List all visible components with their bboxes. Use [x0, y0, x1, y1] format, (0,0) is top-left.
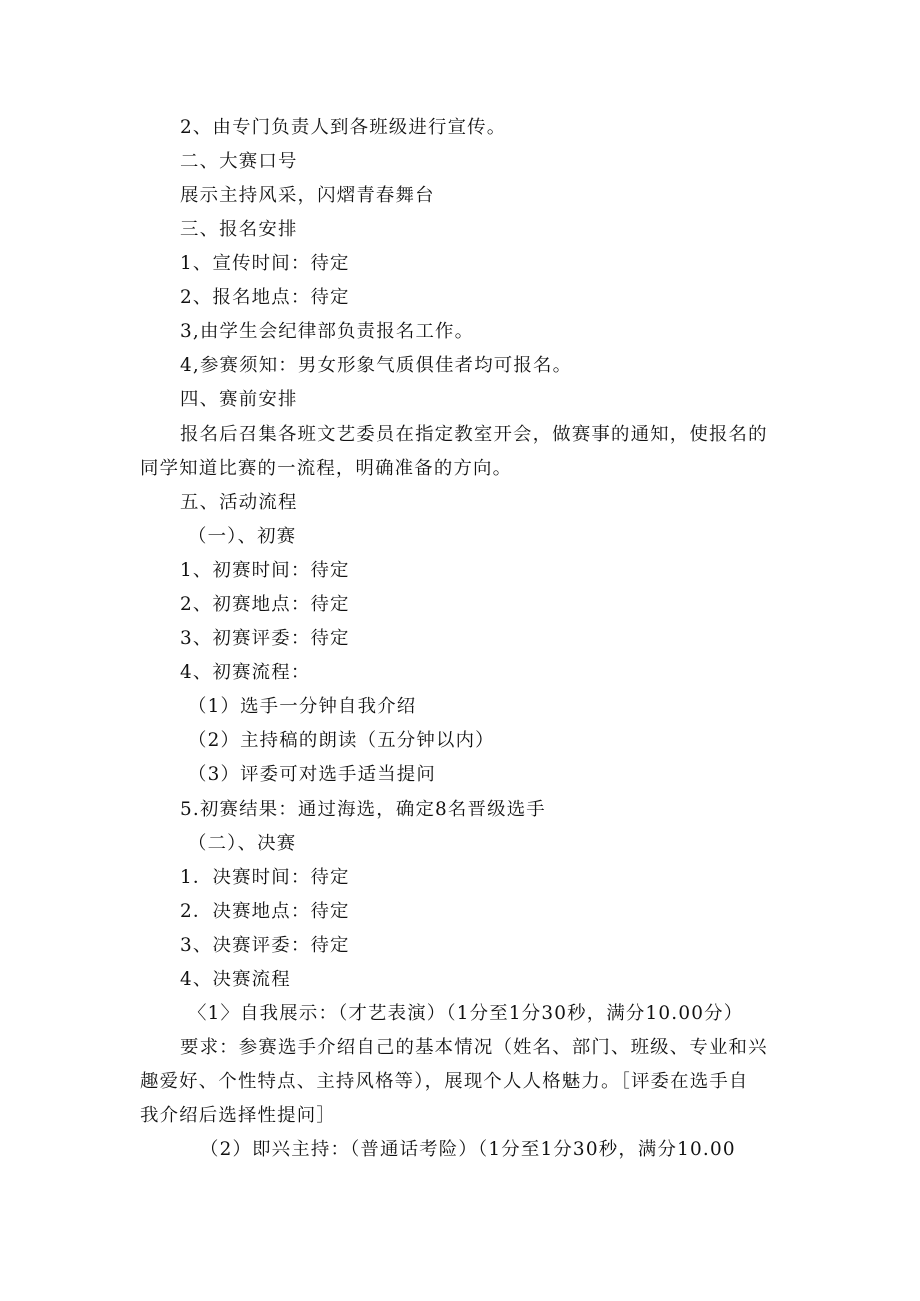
text-line: 4、初赛流程：: [180, 662, 311, 683]
list-item: （2）即兴主持：（普通话考险）（1分至1分30秒，满分10.00: [200, 1139, 736, 1160]
paragraph-line: 同学知道比赛的一流程，明确准备的方向。: [140, 458, 513, 479]
list-item: 〈1〉自我展示：（才艺表演）（1分至1分30秒，满分10.00分）: [188, 1003, 744, 1024]
subsection-heading: （一）、初赛: [188, 526, 297, 547]
section-heading: 四、赛前安排: [180, 389, 298, 410]
text-line: 2．决赛地点：待定: [180, 901, 350, 922]
list-item: （1）选手一分钟自我介绍: [188, 696, 417, 717]
section-heading: 五、活动流程: [180, 492, 298, 513]
text-line: 1．决赛时间：待定: [180, 867, 350, 888]
paragraph-line: 我介绍后选择性提问］: [140, 1105, 336, 1126]
text-line: 2、报名地点：待定: [180, 287, 350, 308]
list-item: （3）评委可对选手适当提问: [188, 764, 436, 785]
section-heading: 二、大赛口号: [180, 151, 298, 172]
text-line: 2、初赛地点：待定: [180, 594, 350, 615]
text-line: 2、由专门负责人到各班级进行宣传。: [180, 117, 507, 138]
subsection-heading: （二）、决赛: [188, 833, 297, 854]
text-line: 3,由学生会纪律部负责报名工作。: [180, 321, 475, 342]
list-item: （2）主持稿的朗读（五分钟以内）: [188, 730, 495, 751]
text-line: 1、宣传时间：待定: [180, 253, 350, 274]
paragraph-line: 趣爱好、个性特点、主持风格等），展现个人人格魅力。［评委在选手自: [140, 1071, 749, 1092]
text-line: 5.初赛结果：通过海选，确定8名晋级选手: [180, 799, 546, 820]
text-line: 4、决赛流程: [180, 969, 291, 990]
paragraph-line: 要求：参赛选手介绍自己的基本情况（姓名、部门、班级、专业和兴: [180, 1037, 768, 1058]
text-line: 展示主持风采，闪熠青春舞台: [180, 185, 435, 206]
section-heading: 三、报名安排: [180, 219, 298, 240]
text-line: 3、初赛评委：待定: [180, 628, 350, 649]
text-line: 4,参赛须知：男女形象气质俱佳者均可报名。: [180, 355, 573, 376]
text-line: 3、决赛评委：待定: [180, 935, 350, 956]
paragraph-line: 报名后召集各班文艺委员在指定教室开会，做赛事的通知，使报名的: [180, 424, 768, 445]
text-line: 1、初赛时间：待定: [180, 560, 350, 581]
